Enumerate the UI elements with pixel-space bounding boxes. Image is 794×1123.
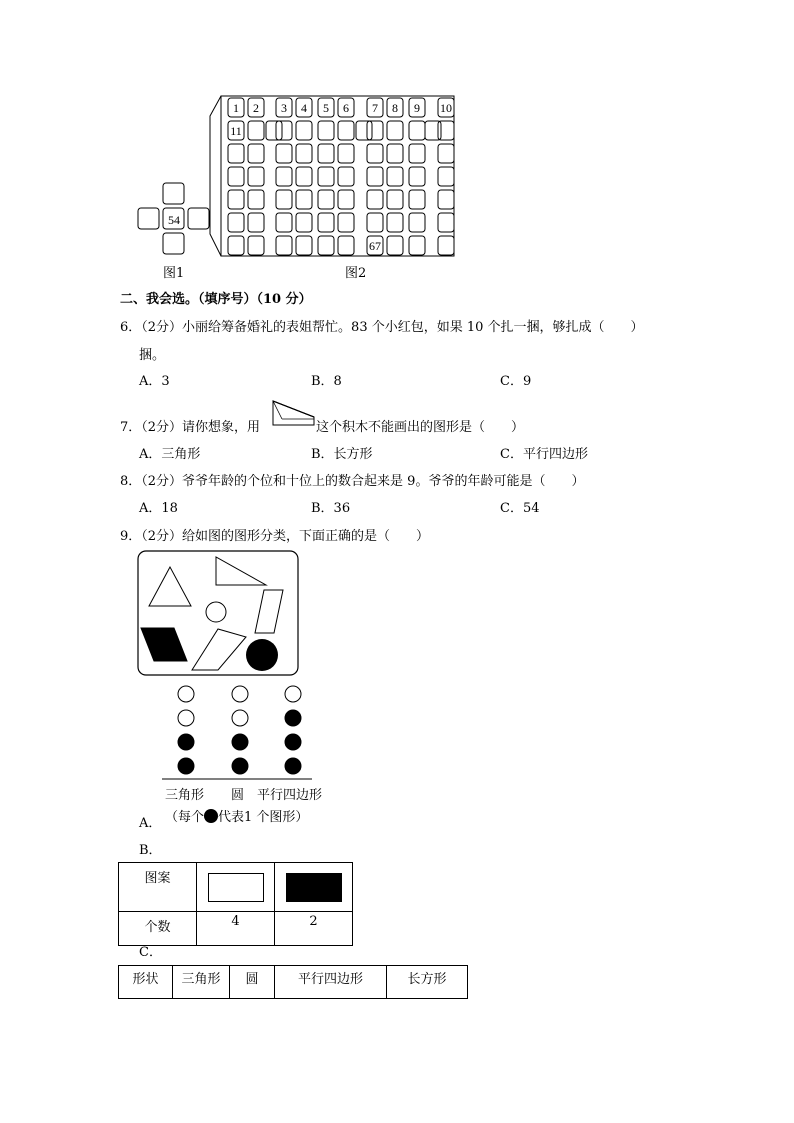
black-circle-shape	[246, 639, 278, 671]
option-c-header-triangle-text: 三角形	[181, 972, 221, 987]
question-6-option-c[interactable]: C．9	[500, 374, 532, 389]
grid-cell	[296, 190, 312, 209]
grid-cell	[338, 121, 354, 140]
grid-cell	[387, 121, 403, 140]
figure-1-caption: 图1	[163, 266, 185, 281]
grid-cell	[409, 121, 425, 140]
figure-1-cross	[138, 183, 209, 254]
question-9-stem: 9．（2分）给如图的图形分类，下面正确的是（ ）	[120, 529, 430, 544]
grid-cell	[276, 190, 292, 209]
grid-cell	[228, 167, 244, 186]
filled-dot	[285, 758, 301, 774]
triangle-shape	[149, 567, 191, 606]
question-6-option-a[interactable]: A．3	[139, 374, 170, 389]
option-a-category-triangle: 三角形	[165, 788, 205, 803]
cross-cell-top	[163, 183, 184, 204]
grid-cell	[338, 236, 354, 255]
small-circle-shape	[206, 602, 226, 622]
cross-cell-right	[188, 208, 209, 229]
grid-cell	[356, 121, 372, 140]
empty-dot	[232, 686, 248, 702]
figure-2-number-grid	[210, 96, 454, 256]
triangular-prism-block-icon	[270, 396, 318, 430]
grid-cell	[228, 190, 244, 209]
question-6-stem: 6．（2分）小丽给筹备婚礼的表姐帮忙。83 个小红包，如果 10 个扎一捆，够扎成（ ）	[120, 320, 644, 335]
grid-cell	[338, 144, 354, 163]
option-a-category-circle: 圆	[231, 788, 245, 803]
grid-cell	[387, 167, 403, 186]
grid-header-number: 1	[233, 101, 239, 115]
grid-cell	[367, 213, 383, 232]
grid-cell	[296, 236, 312, 255]
filled-dot	[232, 758, 248, 774]
grid-header-number: 6	[343, 101, 349, 115]
grid-cell	[318, 213, 334, 232]
option-a-note-end: 代表1 个图形）	[218, 810, 309, 825]
grid-cell	[387, 236, 403, 255]
option-b-cell-white-rect	[197, 863, 275, 912]
grid-cell	[367, 167, 383, 186]
tall-parallelogram-shape	[255, 590, 283, 633]
grid-cell	[248, 144, 264, 163]
option-b-table	[118, 862, 353, 946]
option-c-header-circle-text: 圆	[245, 972, 259, 987]
grid-cell	[409, 167, 425, 186]
question-9-option-a-chart	[150, 680, 320, 785]
grid-frame-bevel	[210, 96, 221, 256]
question-7-option-c[interactable]: C．平行四边形	[500, 447, 588, 462]
grid-header-number: 7	[372, 101, 378, 115]
grid-cell	[367, 121, 383, 140]
grid-cell	[438, 144, 454, 163]
filled-dot	[178, 734, 194, 750]
option-b-count-black-text: 2	[309, 914, 318, 929]
option-b-cell-black-rect	[275, 863, 353, 912]
cross-center-number: 54	[168, 213, 180, 227]
grid-cell	[409, 213, 425, 232]
empty-dot	[232, 710, 248, 726]
grid-header-number: 5	[323, 101, 329, 115]
empty-dot	[178, 710, 194, 726]
grid-cell	[296, 121, 312, 140]
grid-cell	[409, 190, 425, 209]
filled-dot	[232, 734, 248, 750]
empty-dot	[178, 686, 194, 702]
grid-header-number: 8	[392, 101, 398, 115]
grid-cell	[266, 121, 282, 140]
question-6-stem-continued: 捆。	[139, 348, 166, 363]
grid-cell	[367, 144, 383, 163]
grid-cell	[425, 121, 441, 140]
question-9-option-a[interactable]: A．	[139, 816, 162, 831]
grid-cell	[438, 213, 454, 232]
grid-cell	[276, 144, 292, 163]
grid-cell	[338, 190, 354, 209]
grid-header-number: 4	[301, 101, 307, 115]
grid-header-number: 2	[253, 101, 259, 115]
question-7-stem-end: 这个积木不能画出的图形是（ ）	[316, 420, 525, 435]
grid-cell	[387, 144, 403, 163]
option-c-header-rectangle	[387, 966, 468, 999]
grid-cell	[318, 167, 334, 186]
question-9-option-c[interactable]: C．	[139, 945, 162, 960]
grid-cell	[438, 121, 454, 140]
option-a-note-start: （每个	[165, 810, 205, 825]
figure-grids	[0, 0, 794, 290]
cross-cell-bottom	[163, 233, 184, 254]
question-8-option-b[interactable]: B．36	[311, 501, 351, 516]
grid-cell	[296, 167, 312, 186]
grid-cell	[318, 190, 334, 209]
grid-cell	[228, 213, 244, 232]
question-9-shapes-picture	[136, 549, 302, 679]
grid-cell	[387, 213, 403, 232]
grid-cell	[438, 190, 454, 209]
filled-dot	[285, 734, 301, 750]
grid-cell	[276, 167, 292, 186]
question-6-option-b[interactable]: B．8	[311, 374, 342, 389]
slanted-parallelogram-shape	[192, 629, 246, 670]
option-c-table	[118, 965, 468, 999]
grid-cell	[409, 144, 425, 163]
figure-2-caption: 图2	[345, 266, 367, 281]
grid-cell	[438, 167, 454, 186]
section-title: 二、我会选。（填序号）（10 分）	[120, 292, 312, 307]
question-8-stem: 8．（2分）爷爷年龄的个位和十位上的数合起来是 9。爷爷的年龄可能是（ ）	[120, 474, 585, 489]
cross-cell-left	[138, 208, 159, 229]
grid-header-number: 9	[414, 101, 420, 115]
option-c-header-parallelogram-text: 平行四边形	[297, 972, 363, 987]
option-c-header-circle	[230, 966, 275, 999]
question-7-stem-start: 7．（2分）请你想象，用	[120, 420, 261, 435]
option-b-header-pattern	[119, 863, 197, 912]
option-a-category-parallelogram: 平行四边形	[257, 788, 323, 803]
grid-cell	[248, 213, 264, 232]
option-c-header-triangle	[173, 966, 230, 999]
grid-cell	[387, 190, 403, 209]
grid-cell	[318, 236, 334, 255]
grid-cell	[296, 213, 312, 232]
option-b-count-white-text: 4	[231, 914, 240, 929]
option-b-count-black	[275, 912, 353, 946]
grid-cell	[276, 121, 292, 140]
question-7-option-a[interactable]: A．三角形	[139, 447, 201, 462]
grid-cell	[438, 236, 454, 255]
grid-header-number: 10	[440, 101, 452, 115]
grid-cell	[318, 121, 334, 140]
grid-cell	[276, 236, 292, 255]
right-triangle-shape	[216, 557, 266, 585]
question-8-option-c[interactable]: C．54	[500, 501, 540, 516]
grid-cell	[228, 236, 244, 255]
filled-dot	[178, 758, 194, 774]
grid-cell	[276, 213, 292, 232]
filled-dot-icon	[204, 809, 218, 823]
grid-cell	[248, 236, 264, 255]
grid-cell	[338, 213, 354, 232]
option-b-header-pattern-text: 图案	[144, 871, 171, 886]
option-b-header-count-text: 个数	[144, 920, 171, 935]
grid-marked-number: 67	[369, 239, 381, 253]
option-c-header-shape-text: 形状	[132, 972, 159, 987]
black-rectangle-pattern	[286, 873, 342, 902]
grid-cell	[367, 190, 383, 209]
grid-row-label: 11	[230, 124, 242, 138]
grid-cell	[248, 121, 264, 140]
grid-cell	[338, 167, 354, 186]
grid-cell	[296, 144, 312, 163]
option-c-header-parallelogram	[275, 966, 387, 999]
empty-dot	[285, 686, 301, 702]
black-parallelogram-shape	[141, 628, 187, 661]
white-rectangle-pattern	[208, 873, 264, 902]
grid-cell	[248, 190, 264, 209]
question-7-option-b[interactable]: B．长方形	[311, 447, 373, 462]
option-b-count-white	[197, 912, 275, 946]
grid-cell	[409, 236, 425, 255]
filled-dot	[285, 710, 301, 726]
question-9-option-b[interactable]: B．	[139, 843, 162, 858]
question-8-option-a[interactable]: A．18	[139, 501, 178, 516]
option-c-header-rectangle-text: 长方形	[407, 972, 447, 987]
grid-header-number: 3	[281, 101, 287, 115]
grid-cell	[318, 144, 334, 163]
option-c-header-shape	[119, 966, 173, 999]
grid-cell	[228, 144, 244, 163]
grid-cell	[248, 167, 264, 186]
